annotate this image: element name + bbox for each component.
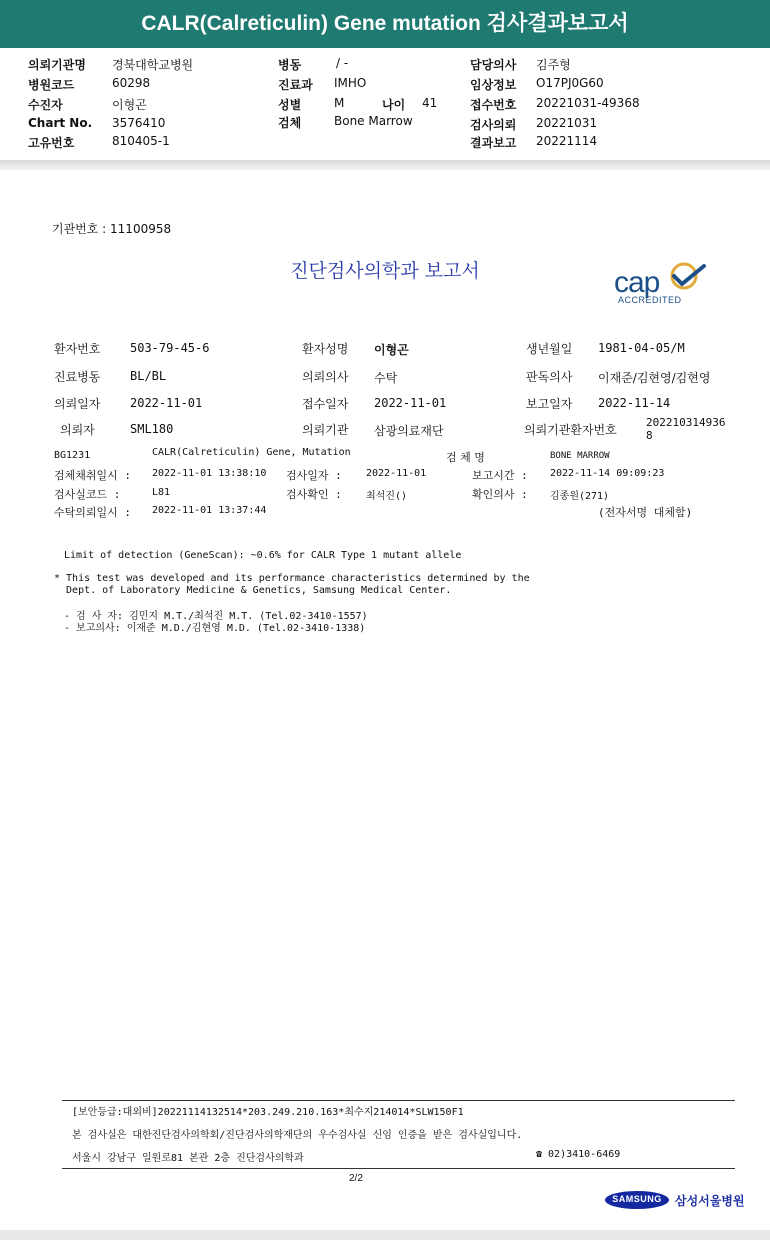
info-value-result-date: 20221114 <box>536 134 598 148</box>
patient-value-name: 이형곤 <box>374 343 409 357</box>
bottom-strip <box>0 1230 770 1240</box>
page-number: 2/2 <box>349 1173 363 1184</box>
patient-value-report-date: 2022-11-14 <box>598 396 671 410</box>
confirm-label: 검사확인 : <box>286 488 342 501</box>
info-label-institution: 의뢰기관명 <box>28 58 86 72</box>
patient-value-ward: BL/BL <box>130 369 167 383</box>
info-label-hospital-code: 병원코드 <box>28 78 75 92</box>
info-label-result-date: 결과보고 <box>470 136 517 150</box>
patient-value-inst-patient-no-a: 202210314936 <box>646 416 726 429</box>
cap-accredited-text: ACCREDITED <box>618 295 682 305</box>
info-value-clinical: O17PJ0G60 <box>536 76 604 90</box>
limit-of-detection: Limit of detection (GeneScan): ~0.6% for CALR Type 1 mutant allele <box>64 550 462 561</box>
consign-value: 2022-11-01 13:37:44 <box>152 505 267 516</box>
exam-date-label: 검사일자 : <box>286 469 342 482</box>
patient-label-receipt-date: 접수일자 <box>302 397 349 411</box>
patient-label-ward: 진료병동 <box>54 370 101 384</box>
lab-code-label: 검사실코드 : <box>54 488 121 501</box>
samsung-badge-text: SAMSUNG <box>612 1194 662 1204</box>
info-value-age: 41 <box>422 96 438 110</box>
info-value-unique-no: 810405-1 <box>112 134 170 148</box>
reporter-line: - 보고의사: 이재준 M.D./김현영 M.D. (Tel.02-3410-1338) <box>64 623 366 634</box>
info-value-request-date: 20221031 <box>536 116 598 130</box>
security-line: [보안등급:대외비]20221114132514*203.249.210.163*최수지214014*SLW150F1 <box>72 1107 464 1118</box>
specimen-value: BONE MARROW <box>550 451 610 461</box>
patient-label-req-inst: 의뢰기관 <box>302 423 349 437</box>
info-value-institution: 경북대학교병원 <box>112 58 194 72</box>
tester-line: - 검 사 자: 김민지 M.T./최석진 M.T. (Tel.02-3410-1557) <box>64 611 368 622</box>
info-value-hospital-code: 60298 <box>112 76 151 90</box>
patient-label-req-date: 의뢰일자 <box>54 397 101 411</box>
info-label-sex: 성별 <box>278 98 302 112</box>
info-label-clinical: 임상정보 <box>470 78 517 92</box>
report-time-value: 2022-11-14 09:09:23 <box>550 468 665 479</box>
confirm-value: 최석진() <box>366 491 408 502</box>
info-label-specimen: 검체 <box>278 116 302 130</box>
patient-label-inst-patient-no: 의뢰기관환자번호 <box>524 423 617 437</box>
dev-note-line2: Dept. of Laboratory Medicine & Genetics, Samsung Medical Center. <box>54 585 452 596</box>
specimen-label: 검 체 명 <box>446 451 485 464</box>
test-code: BG1231 <box>54 450 91 461</box>
info-value-receipt-no: 20221031-49368 <box>536 96 640 110</box>
lab-code-value: L81 <box>152 487 171 498</box>
patient-value-requester: SML180 <box>130 422 174 436</box>
info-value-examinee: 이형곤 <box>112 98 147 112</box>
info-value-sex: M <box>334 96 345 110</box>
info-label-examinee: 수진자 <box>28 98 63 112</box>
patient-label-no: 환자번호 <box>54 342 101 356</box>
consign-label: 수탁의뢰일시 : <box>54 506 132 519</box>
patient-label-report-date: 보고일자 <box>526 397 573 411</box>
test-name: CALR(Calreticulin) Gene, Mutation <box>152 447 351 458</box>
dev-note-line1: * This test was developed and its performance characteristics determined by the <box>54 573 530 584</box>
report-header-bar <box>0 0 770 48</box>
collect-value: 2022-11-01 13:38:10 <box>152 468 267 479</box>
certification-line: 본 검사실은 대한진단검사의학회/진단검사의학재단의 우수검사실 신임 인증을 받은 검사실입니다. <box>72 1130 523 1141</box>
patient-label-requester: 의뢰자 <box>60 423 95 437</box>
cap-word: cap <box>614 266 660 299</box>
info-label-unique-no: 고유번호 <box>28 136 75 150</box>
info-label-department: 진료과 <box>278 78 313 92</box>
info-label-ward: 병동 <box>278 58 302 72</box>
hospital-name: 삼성서울병원 <box>675 1194 745 1208</box>
info-value-chart-no: 3576410 <box>112 116 166 130</box>
info-label-doctor: 담당의사 <box>470 58 517 72</box>
report-time-label: 보고시간 : <box>472 469 528 482</box>
patient-label-birth: 생년월일 <box>526 342 573 356</box>
section-separator <box>0 160 770 170</box>
e-signature-note: (전자서명 대체함) <box>598 506 693 519</box>
collect-label: 검체채취일시 : <box>54 469 132 482</box>
info-label-request-date: 검사의뢰 <box>470 118 517 132</box>
footer-top-rule <box>62 1100 735 1101</box>
patient-value-read-doctor: 이재준/김현영/김현영 <box>598 371 711 385</box>
institution-number: 기관번호 : 11100958 <box>52 222 172 236</box>
report-page <box>0 170 770 1230</box>
patient-value-no: 503-79-45-6 <box>130 341 210 355</box>
footer-bottom-rule <box>62 1168 735 1169</box>
patient-value-inst-patient-no-b: 8 <box>646 429 653 442</box>
patient-label-req-doctor: 의뢰의사 <box>302 370 349 384</box>
info-value-specimen: Bone Marrow <box>334 114 413 128</box>
info-label-age: 나이 <box>382 98 406 112</box>
confirm-doctor-label: 확인의사 : <box>472 488 528 501</box>
report-header-title: CALR(Calreticulin) Gene mutation 검사결과보고서 <box>141 12 629 35</box>
phone-line: ☎ 02)3410-6469 <box>536 1149 621 1160</box>
info-value-doctor: 김주형 <box>536 58 571 72</box>
info-value-department: IMHO <box>334 76 367 90</box>
patient-value-req-date: 2022-11-01 <box>130 396 203 410</box>
patient-value-birth: 1981-04-05/M <box>598 341 685 355</box>
report-title: 진단검사의학과 보고서 <box>290 260 480 282</box>
patient-value-req-doctor: 수탁 <box>374 371 398 385</box>
cap-accredited-logo <box>612 262 712 310</box>
patient-label-read-doctor: 판독의사 <box>526 370 573 384</box>
info-value-ward: / - <box>336 56 349 70</box>
exam-date-value: 2022-11-01 <box>366 468 427 479</box>
patient-value-receipt-date: 2022-11-01 <box>374 396 447 410</box>
patient-label-name: 환자성명 <box>302 342 349 356</box>
samsung-logo <box>604 1190 670 1210</box>
info-label-receipt-no: 접수번호 <box>470 98 517 112</box>
confirm-doctor-value: 김종원(271) <box>550 491 610 502</box>
info-label-chart-no: Chart No. <box>28 116 93 130</box>
patient-value-req-inst: 삼광의료재단 <box>374 424 444 438</box>
address-line: 서울시 강남구 일원로81 본관 2층 진단검사의학과 <box>72 1153 304 1164</box>
